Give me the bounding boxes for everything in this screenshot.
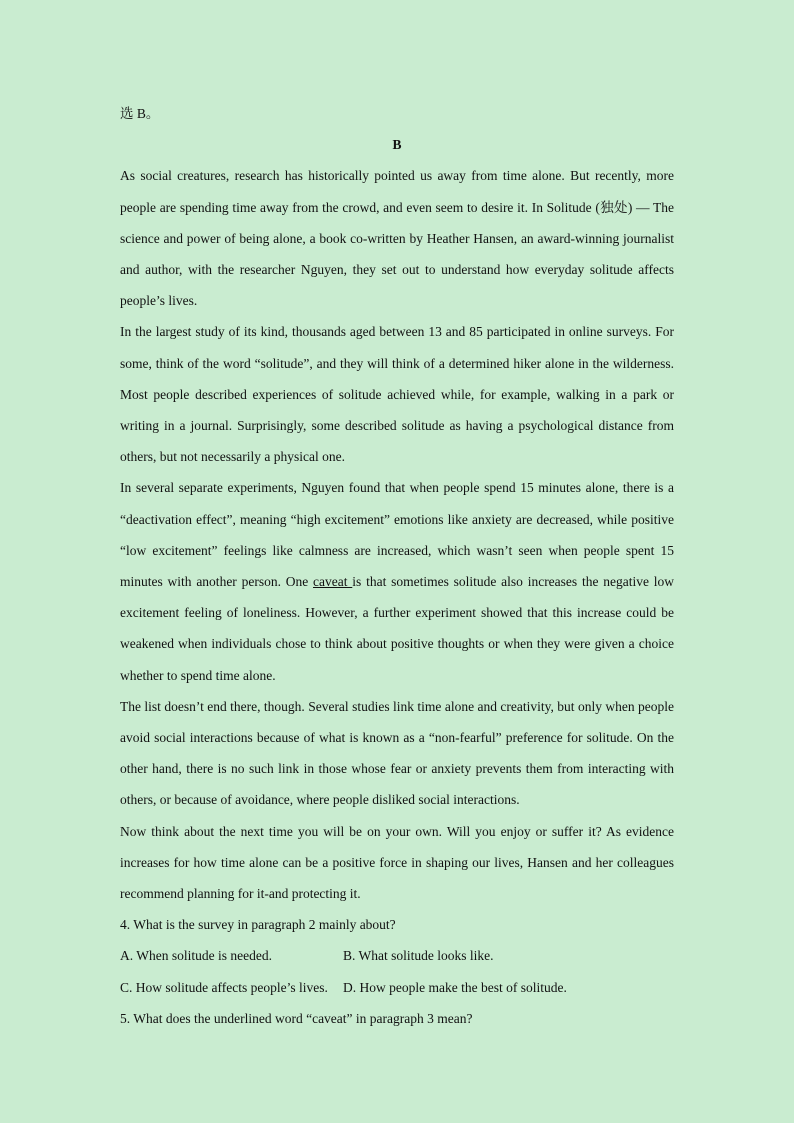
paragraph-5: Now think about the next time you will be on your own. Will you enjoy or suffer it? As evidence increases for how time alone can be a positive force in shaping our lives, Hansen and her colleagues recommend planning for it-and protecting it. — [120, 823, 674, 902]
question-4-option-c: C. How solitude affects people’s lives. — [120, 979, 328, 995]
underlined-word-caveat: caveat — [313, 574, 353, 590]
question-4-stem: 4. What is the survey in paragraph 2 mainly about? — [120, 917, 396, 933]
question-4-option-a: A. When solitude is needed. — [120, 948, 272, 964]
question-5-stem: 5. What does the underlined word “caveat” in paragraph 3 mean? — [120, 1010, 473, 1026]
document-content — [120, 98, 674, 1034]
section-title: B — [392, 137, 402, 153]
paragraph-3-before: In several separate experiments, Nguyen found that when people spend 15 minutes alone, there is a “deactivation effect”, meaning “high excitement” emotions like anxiety are decreased, while positive “low excitement” feelings like calmness are increased, which wasn’t seen when people spent 15 minutes with another person. One — [120, 480, 674, 590]
paragraph-4: The list doesn’t end there, though. Several studies link time alone and creativity, but only when people avoid social interactions because of what is known as a “non-fearful” preference for solitude. On the other hand, there is no such link in those whose fear or anxiety prevents them from interacting with others, or because of avoidance, where people disliked social interactions. — [120, 698, 674, 808]
paragraph-3-after: is that sometimes solitude also increases the negative low excitement feeling of loneliness. However, a further experiment showed that this increase could be weakened when individuals chose to think about positive thoughts or when they were given a choice whether to spend time alone. — [120, 574, 674, 683]
question-4-option-d: D. How people make the best of solitude. — [343, 979, 567, 995]
paragraph-3 — [120, 472, 674, 690]
previous-answer-line: 选 B。 — [120, 106, 160, 121]
question-4-options-row-1 — [120, 940, 674, 971]
paragraph-1: As social creatures, research has historically pointed us away from time alone. But recently, more people are spending time away from the crowd, and even seem to desire it. In Solitude (独处) — The science and power of being alone, a book co-written by Heather Hansen, an award-winning journalist and author, with the researcher Nguyen, they set out to understand how everyday solitude affects people’s lives. — [120, 168, 674, 309]
question-4-option-b: B. What solitude looks like. — [343, 948, 494, 964]
question-4-options-row-2 — [120, 972, 674, 1003]
paragraph-2: In the largest study of its kind, thousands aged between 13 and 85 participated in online surveys. For some, think of the word “solitude”, and they will think of a determined hiker alone in the wilderness. Most people described experiences of solitude achieved while, for example, walking in a park or writing in a journal. Surprisingly, some described solitude as having a psychological distance from others, but not necessarily a physical one. — [120, 324, 674, 465]
